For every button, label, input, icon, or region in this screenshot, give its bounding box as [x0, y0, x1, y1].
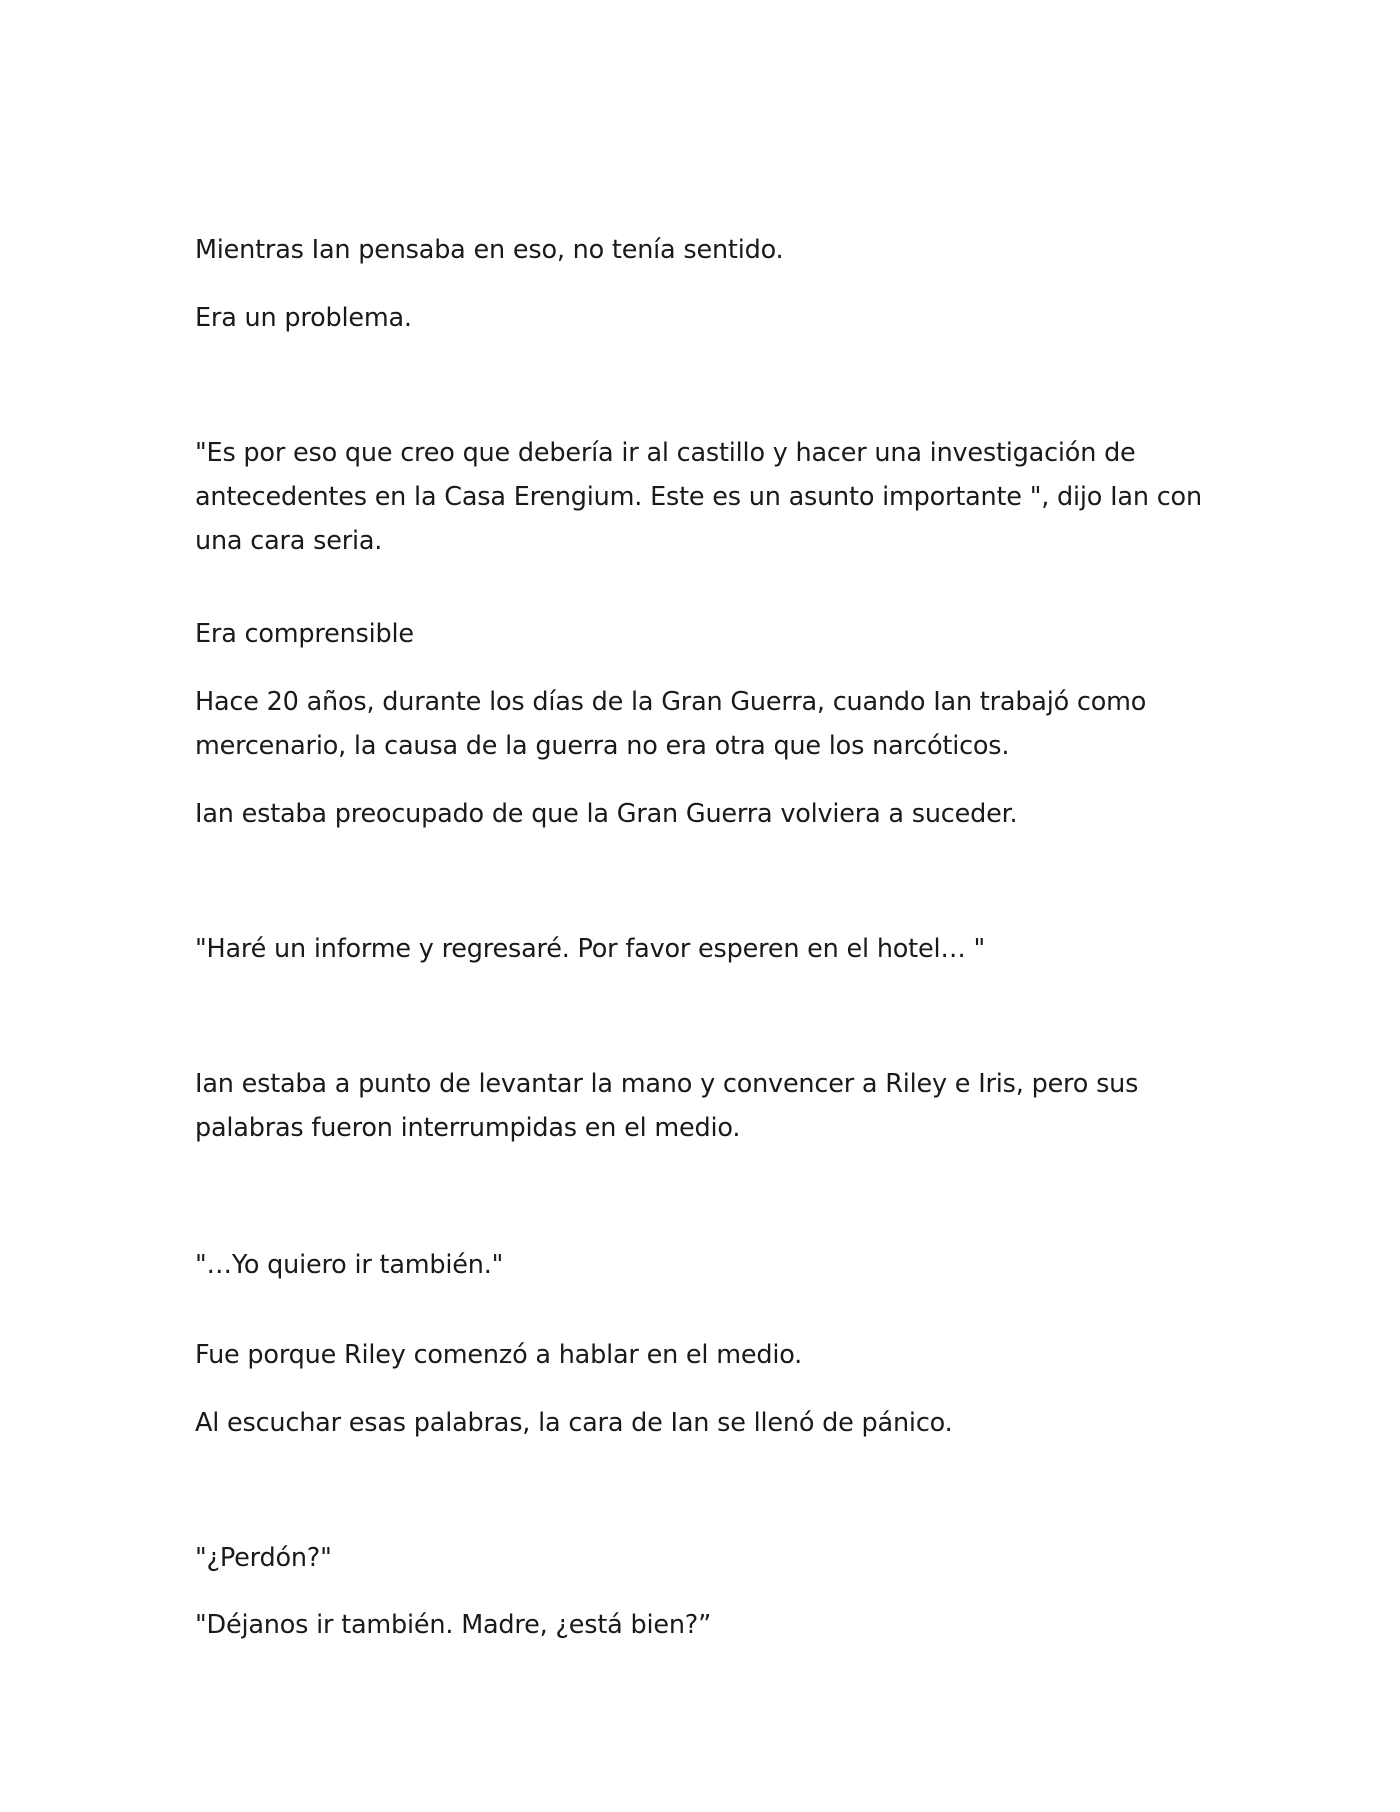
- paragraph-6: Ian estaba preocupado de que la Gran Guerra volviera a suceder.: [195, 799, 1018, 829]
- paragraph-1: Mientras Ian pensaba en eso, no tenía sentido.: [195, 235, 784, 265]
- paragraph-10: Fue porque Riley comenzó a hablar en el medio.: [195, 1340, 803, 1370]
- paragraph-8: Ian estaba a punto de levantar la mano y convencer a Riley e Iris, pero sus palabras fueron interrumpidas en el medio.: [195, 1069, 1139, 1143]
- paragraph-5: Hace 20 años, durante los días de la Gran Guerra, cuando Ian trabajó como mercenario, la causa de la guerra no era otra que los narcóticos.: [195, 687, 1147, 761]
- paragraph-12: "¿Perdón?": [195, 1543, 332, 1573]
- paragraph-4: Era comprensible: [195, 619, 414, 649]
- paragraph-2: Era un problema.: [195, 303, 412, 333]
- paragraph-3: "Es por eso que creo que debería ir al castillo y hacer una investigación de antecedentes en la Casa Erengium. Este es un asunto importante ", dijo Ian con una cara seria.: [195, 438, 1202, 556]
- paragraph-13: "Déjanos ir también. Madre, ¿está bien?”: [195, 1610, 712, 1640]
- paragraph-7: "Haré un informe y regresaré. Por favor esperen en el hotel… ": [195, 934, 986, 964]
- paragraph-11: Al escuchar esas palabras, la cara de Ian se llenó de pánico.: [195, 1408, 953, 1438]
- paragraph-9: "…Yo quiero ir también.": [195, 1250, 504, 1280]
